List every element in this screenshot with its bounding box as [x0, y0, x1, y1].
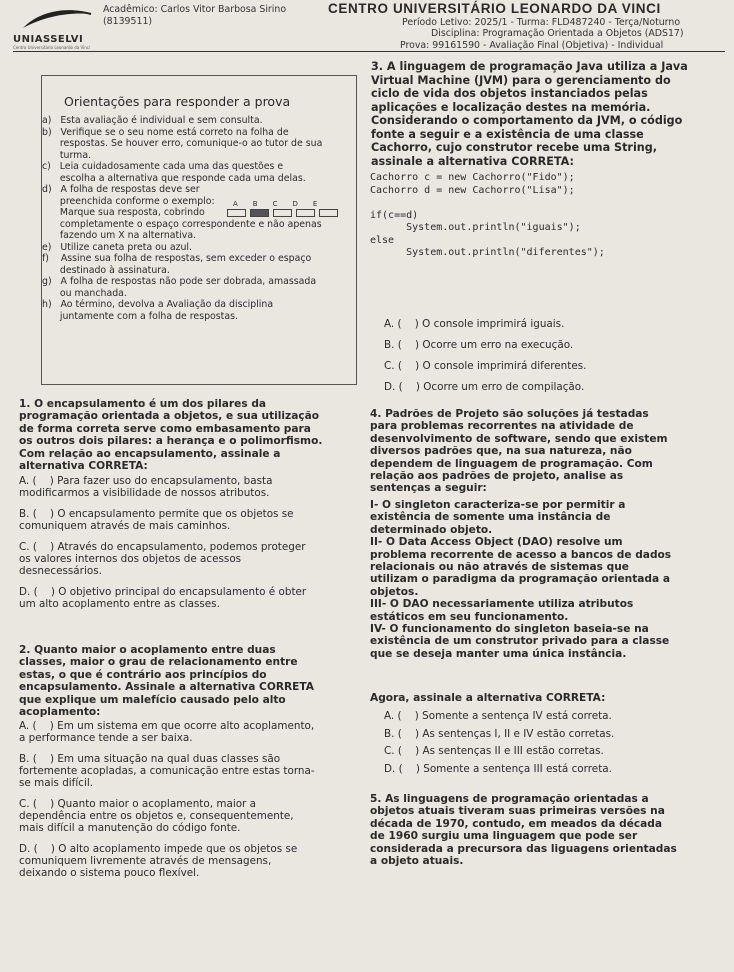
answer-option[interactable] [19, 475, 306, 499]
stem-line: diversos padrões que, na sua natureza, não [370, 445, 632, 458]
instruction-line: fazendo um X na alternativa. [42, 230, 197, 241]
answer-option[interactable]: D. ( ) Ocorre um erro de compilação. [384, 381, 585, 393]
question-3-options [384, 318, 586, 402]
question-2-options [19, 720, 315, 888]
instruction-line: completamente o espaço correspondente e não apenas [42, 218, 322, 230]
sentence-line: utilizam o paradigma da programação orientada a [370, 573, 670, 586]
stem-line: estas, o que é contrário aos princípios do [19, 668, 267, 681]
stem-line: relação aos padrões de projeto, analise as [370, 470, 624, 483]
stem-line: sentenças a seguir: [370, 482, 487, 495]
instruction-line: destinado à assinatura. [42, 264, 170, 276]
answer-option[interactable]: C. ( ) As sentenças II e III estão corretas. [384, 745, 604, 757]
instruction-line: escolha a alternativa que responde cada uma delas. [42, 172, 306, 184]
answer-example [227, 200, 338, 217]
stem-line: ciclo de vida dos objetos instanciados pelas [371, 87, 648, 100]
stem-line: Com relação ao encapsulamento, assinale a [19, 447, 281, 460]
student-id: (8139511) [103, 16, 153, 27]
stem-line: 5. As linguagens de programação orientadas a [370, 793, 649, 805]
answer-option-line: fortemente acopladas, a comunicação entre estas torna- [19, 765, 315, 777]
answer-option-line: dependência entre os objetos e, consequentemente, [19, 810, 294, 822]
instruction-line: juntamente com a folha de respostas. [42, 310, 238, 322]
answer-option-line: C. ( ) Quanto maior o acoplamento, maior a [19, 798, 257, 810]
answer-option-line: os valores internos dos objetos de acessos [19, 553, 242, 565]
sentence-line: objetos. [370, 585, 419, 598]
question-1-options [19, 475, 306, 619]
sentence-line: que se deseja manter uma única instância. [370, 647, 627, 660]
instruction-line: turma. [42, 149, 92, 161]
instruction-line: h) Ao término, devolva a Avaliação da disciplina [42, 299, 274, 310]
discipline-line: Disciplina: Programação Orientada a Objetos (ADS17) [431, 28, 684, 39]
stem-line: Considerando o comportamento da JVM, o código [371, 114, 683, 127]
code-line [370, 197, 605, 210]
code-line: System.out.println("iguais"); [370, 222, 581, 233]
answer-option[interactable]: B. ( ) Ocorre um erro na execução. [384, 339, 574, 351]
answer-option[interactable] [19, 798, 315, 834]
stem-line: programação orientada a objetos, e sua utilização [19, 410, 320, 423]
answer-option[interactable]: A. ( ) O console imprimirá iguais. [384, 318, 565, 330]
instructions-list [42, 115, 322, 322]
sentence-line: I- O singleton caracteriza-se por permitir a [370, 499, 626, 511]
answer-option[interactable] [19, 508, 306, 532]
sentence-line: II- O Data Access Object (DAO) resolve um [370, 536, 623, 549]
instruction-line: ou manchada. [42, 287, 127, 299]
instruction-line: c) Leia cuidadosamente cada uma das questões e [42, 161, 284, 172]
sentence-line: estáticos em seu funcionamento. [370, 610, 569, 623]
stem-line: 3. A linguagem de programação Java utiliza a Java [371, 60, 688, 73]
example-letter: D [292, 200, 298, 208]
question-3-code [370, 172, 605, 260]
answer-option-line: comuniquem através de mais caminhos. [19, 520, 231, 532]
stem-line: considerada a precursora das liguagens orientadas [370, 842, 677, 855]
answer-option-line: comuniquem livremente através de mensagens, [19, 855, 272, 867]
answer-option-line: D. ( ) O alto acoplamento impede que os objetos se [19, 843, 298, 855]
stem-line: os outros dois pilares: a herança e o polimorfismo. [19, 435, 323, 448]
sentence-line: existência de um construtor privado para a classe [370, 635, 670, 648]
stem-line: década de 1970, contudo, em meados da década [370, 817, 663, 830]
uniasselvi-logo [15, 4, 95, 34]
instruction-line: a) Esta avaliação é individual e sem consulta. [42, 115, 263, 126]
code-line: System.out.println("diferentes"); [370, 247, 605, 258]
stem-line: 4. Padrões de Projeto são soluções já testadas [370, 408, 649, 420]
answer-option[interactable]: A. ( ) Somente a sentença IV está correta. [384, 710, 612, 722]
answer-option[interactable] [19, 720, 315, 744]
answer-option[interactable]: C. ( ) O console imprimirá diferentes. [384, 360, 587, 372]
answer-option-line: B. ( ) O encapsulamento permite que os objetos se [19, 508, 294, 520]
sentence-line: IV- O funcionamento do singleton baseia-se na [370, 623, 649, 636]
student-name: Acadêmico: Carlos Vitor Barbosa Sirino [103, 4, 287, 15]
stem-line: Cachorro, cujo construtor recebe uma String, [371, 141, 657, 154]
stem-line: a objeto atuais. [370, 855, 464, 868]
stem-line: dependem de linguagem de programação. Com [370, 457, 653, 470]
instruction-line: e) Utilize caneta preta ou azul. [42, 241, 193, 253]
instruction-line: Marque sua resposta, cobrindo [42, 207, 205, 218]
answer-option-line: C. ( ) Através do encapsulamento, podemos proteger [19, 541, 306, 553]
example-letter: B [252, 200, 258, 208]
period-line: Período Letivo: 2025/1 - Turma: FLD487240 - Terça/Noturno [402, 17, 681, 28]
sentence-line: relacionais ou não através de sistemas que [370, 561, 629, 574]
answer-option[interactable] [19, 586, 306, 610]
stem-line: de forma correta serve como embasamento para [19, 422, 311, 435]
answer-option-line: a performance tende a ser baixa. [19, 732, 193, 744]
example-letter: A [233, 200, 238, 208]
institution-title: CENTRO UNIVERSITÁRIO LEONARDO DA VINCI [328, 1, 661, 16]
question-5-stem [370, 793, 677, 867]
instruction-line: g) A folha de respostas não pode ser dobrada, amassada [42, 276, 317, 287]
stem-line: objetos atuais tiveram suas primeiras versões na [370, 805, 665, 818]
example-letter: C [272, 200, 278, 208]
answer-option[interactable] [19, 753, 315, 789]
sentence-line: III- O DAO necessariamente utiliza atributos [370, 598, 634, 611]
stem-line: assinale a alternativa CORRETA: [371, 154, 574, 168]
instructions-title: Orientações para responder a prova [64, 94, 291, 109]
answer-option-line: mais difícil a manutenção do código fonte. [19, 822, 241, 834]
question-4-stem [370, 408, 668, 495]
instruction-line: f) Assine sua folha de respostas, sem exceder o espaço [42, 253, 312, 264]
stem-line: de 1960 surgiu uma linguagem que pode ser [370, 830, 638, 843]
question-4-sentences [370, 499, 671, 660]
exam-line: Prova: 99161590 - Avaliação Final (Objetiva) - Individual [400, 40, 664, 51]
stem-line: classes, maior o grau de relacionamento entre [19, 656, 298, 669]
answer-option[interactable]: D. ( ) Somente a sentença III está correta. [384, 762, 612, 775]
answer-option-line: modificarmos a visibilidade de nossos atributos. [19, 487, 270, 499]
instruction-line: b) Verifique se o seu nome está correto na folha de [42, 126, 289, 138]
stem-line: acoplamento: [19, 706, 101, 719]
stem-line: que explique um malefício causado pelo alto [19, 693, 286, 706]
code-line: Cachorro d = new Cachorro("Lisa"); [370, 184, 575, 196]
sentence-line: existência de somente uma instância de [370, 511, 611, 524]
stem-line: fonte a seguir e a existência de uma classe [371, 127, 644, 141]
stem-line: desenvolvimento de software, sendo que existem [370, 432, 668, 445]
instruction-line: preenchida conforme o exemplo: [42, 195, 215, 207]
logo-text: UNIASSELVI [13, 34, 84, 45]
answer-option-line: B. ( ) Em uma situação na qual duas classes são [19, 753, 281, 765]
code-line: if(c==d) [370, 209, 419, 221]
stem-line: Virtual Machine (JVM) para o gerenciamento do [371, 73, 671, 87]
question-4-prompt: Agora, assinale a alternativa CORRETA: [370, 692, 606, 704]
instruction-line: d) A folha de respostas deve ser [42, 184, 200, 195]
stem-line: 1. O encapsulamento é um dos pilares da [19, 398, 267, 410]
header-divider [13, 51, 725, 52]
stem-line: alternativa CORRETA: [19, 460, 148, 473]
question-2-stem [19, 644, 314, 718]
sentence-line: determinado objeto. [370, 523, 493, 536]
answer-option-line: D. ( ) O objetivo principal do encapsulamento é obter [19, 586, 307, 598]
logo-subtitle: Centro Universitário Leonardo da Vinci [13, 45, 91, 50]
stem-line: para problemas recorrentes na atividade de [370, 420, 634, 433]
answer-option-line: A. ( ) Para fazer uso do encapsulamento, basta [19, 475, 273, 487]
answer-option-line: A. ( ) Em um sistema em que ocorre alto acoplamento, [19, 720, 315, 732]
answer-option-line: deixando o sistema pouco flexível. [19, 867, 200, 879]
answer-option-line: desnecessários. [19, 565, 102, 577]
answer-option[interactable] [19, 843, 315, 879]
question-3-stem [371, 60, 688, 168]
stem-line: 2. Quanto maior o acoplamento entre duas [19, 644, 276, 656]
answer-option[interactable] [19, 541, 306, 577]
stem-line: encapsulamento. Assinale a alternativa CORRETA [19, 681, 314, 694]
code-line: Cachorro c = new Cachorro("Fido"); [370, 172, 575, 183]
stem-line: aplicações e localização destes na memória. [371, 100, 651, 114]
instruction-line: respostas. Se houver erro, comunique-o ao tutor de sua [42, 138, 323, 149]
question-1-stem [19, 398, 322, 472]
sentence-line: problema recorrente de acesso a bancos de dados [370, 548, 672, 561]
example-letter: E [312, 200, 318, 208]
answer-option-line: se mais difícil. [19, 777, 94, 789]
answer-option[interactable]: B. ( ) As sentenças I, II e IV estão corretas. [384, 727, 615, 740]
question-4-options [384, 710, 614, 780]
answer-option-line: um alto acoplamento entre as classes. [19, 598, 220, 610]
code-line: else [370, 234, 395, 246]
